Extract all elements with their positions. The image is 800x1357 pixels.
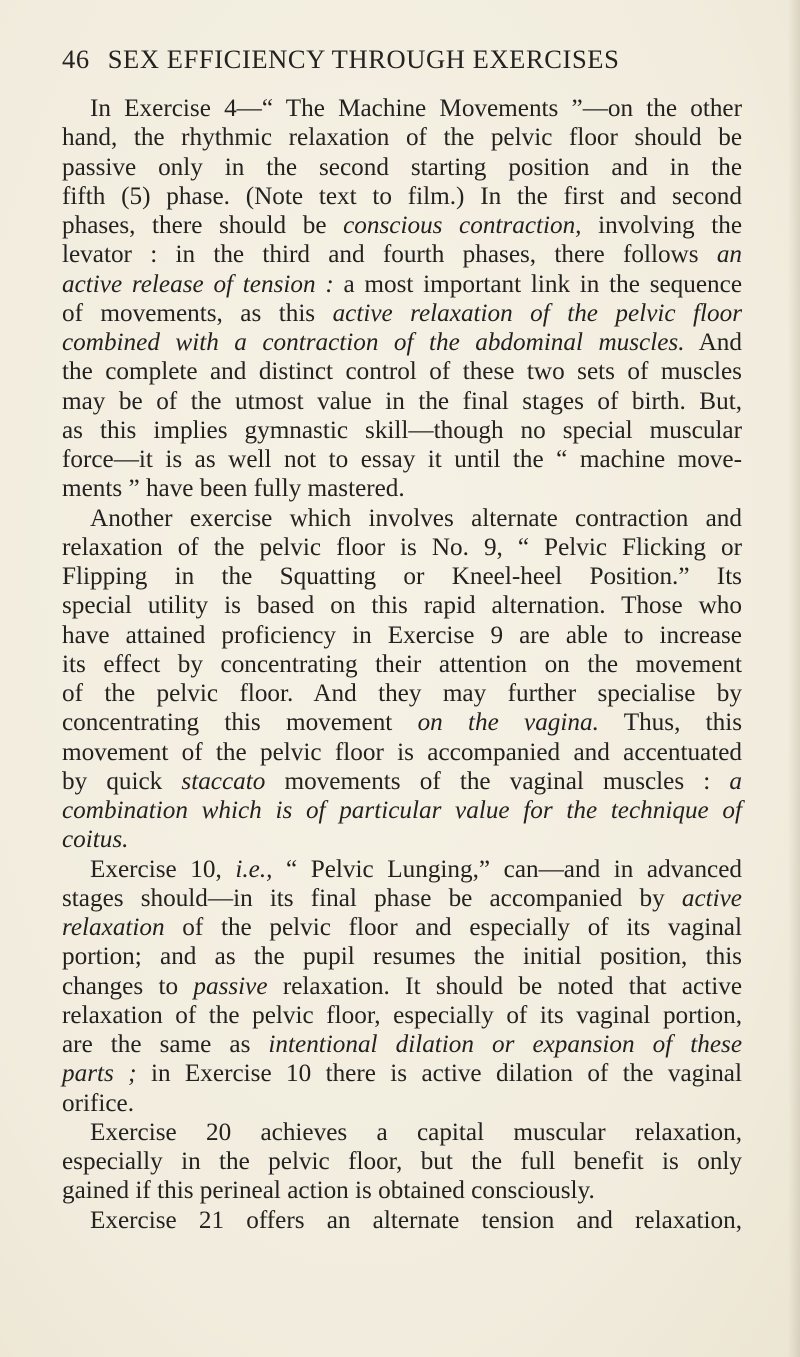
text-line bbox=[62, 474, 742, 503]
text-line bbox=[62, 767, 742, 796]
text-line bbox=[62, 504, 742, 533]
text-segment: Flipping in the Squatting or Kneel-heel Position.” Its bbox=[62, 563, 742, 590]
text-line bbox=[62, 182, 742, 211]
italic-text-segment: staccato bbox=[181, 767, 266, 795]
text-line bbox=[62, 153, 742, 182]
text-line bbox=[62, 650, 742, 679]
italic-text-segment: on the vagina. bbox=[417, 709, 599, 737]
italic-text-segment: passive bbox=[193, 972, 268, 1000]
text-line bbox=[62, 942, 742, 971]
italic-text-segment: combination which is of particular value for the technique of bbox=[62, 797, 742, 824]
running-title: SEX EFFICIENCY THROUGH EXERCISES bbox=[107, 44, 620, 74]
text-segment: Exercise 10, bbox=[90, 855, 236, 883]
text-segment: And bbox=[684, 329, 742, 356]
text-segment: In Exercise 4—“ The Machine Movements ”—on the other bbox=[90, 95, 742, 122]
text-segment: Another exercise which involves alternate contraction and bbox=[90, 504, 742, 532]
text-segment: relaxation of the pelvic floor, especially of its vaginal portion, bbox=[62, 1001, 742, 1029]
text-line bbox=[62, 1176, 742, 1205]
text-line bbox=[62, 533, 742, 562]
text-segment: movements of the vaginal muscles : bbox=[265, 767, 730, 795]
italic-text-segment: a bbox=[729, 767, 742, 795]
italic-text-segment: combined with a contraction of the abdominal muscles. bbox=[62, 329, 685, 356]
text-line bbox=[62, 240, 742, 269]
text-line bbox=[62, 855, 742, 884]
text-segment: hand, the rhythmic relaxation of the pelvic floor should be bbox=[62, 124, 742, 152]
text-segment: fifth (5) phase. (Note text to film.) In the first and second bbox=[62, 182, 742, 210]
text-line bbox=[62, 94, 742, 123]
text-line bbox=[62, 211, 742, 240]
body-text bbox=[62, 94, 742, 1235]
text-segment: force—it is as well not to essay it until the “ machine move- bbox=[62, 446, 742, 473]
text-line bbox=[62, 1147, 742, 1176]
text-segment: may be of the utmost value in the final stages of birth. But, bbox=[62, 387, 742, 415]
text-segment: Exercise 21 offers an alternate tension and relaxation, bbox=[90, 1206, 742, 1234]
text-line bbox=[62, 1206, 742, 1235]
page-number: 46 bbox=[62, 44, 90, 74]
text-segment: gained if this perineal action is obtained consciously. bbox=[62, 1177, 595, 1205]
text-segment: are the same as bbox=[62, 1031, 269, 1058]
italic-text-segment: active bbox=[681, 884, 742, 912]
text-line bbox=[62, 679, 742, 708]
text-segment: in Exercise 10 there is active dilation of the vaginal bbox=[136, 1060, 742, 1088]
text-segment: Exercise 20 achieves a capital muscular relaxation, bbox=[90, 1118, 742, 1146]
italic-text-segment: relaxation bbox=[62, 914, 165, 941]
text-segment: levator : in the third and fourth phases, there follows bbox=[62, 241, 717, 269]
text-line bbox=[62, 1089, 742, 1118]
text-segment: orifice. bbox=[62, 1089, 135, 1117]
text-segment: relaxation. It should be noted that active bbox=[267, 972, 743, 1000]
text-line bbox=[62, 621, 742, 650]
text-segment: of the pelvic floor. And they may further specialise by bbox=[62, 680, 742, 707]
text-line bbox=[62, 357, 742, 386]
text-line bbox=[62, 562, 742, 591]
text-segment: movement of the pelvic floor is accompanied and accentuated bbox=[62, 738, 742, 766]
text-line bbox=[62, 913, 742, 942]
text-line bbox=[62, 825, 742, 854]
text-line bbox=[62, 270, 742, 299]
italic-text-segment: parts ; bbox=[62, 1060, 137, 1088]
text-line bbox=[62, 708, 742, 737]
text-line bbox=[62, 123, 742, 152]
text-segment: passive only in the second starting position and in the bbox=[62, 153, 742, 181]
italic-text-segment: an bbox=[716, 241, 742, 269]
text-line bbox=[62, 796, 742, 825]
text-line bbox=[62, 591, 742, 620]
text-segment: of the pelvic floor and especially of its vaginal bbox=[164, 914, 742, 941]
italic-text-segment: active release of tension : bbox=[62, 270, 334, 298]
italic-text-segment: coitus. bbox=[62, 826, 129, 854]
italic-text-segment: active relaxation of the pelvic floor bbox=[332, 299, 742, 327]
text-line bbox=[62, 416, 742, 445]
text-line bbox=[62, 445, 742, 474]
text-line bbox=[62, 738, 742, 767]
text-line bbox=[62, 387, 742, 416]
text-segment: relaxation of the pelvic floor is No. 9, “ Pelvic Flicking or bbox=[62, 533, 742, 561]
text-segment: phases, there should be bbox=[62, 212, 344, 239]
italic-text-segment: intentional dilation or expansion of these bbox=[268, 1031, 742, 1058]
italic-text-segment: conscious contraction, bbox=[343, 212, 582, 239]
text-segment: a most important link in the sequence bbox=[333, 270, 742, 298]
text-segment: Thus, this bbox=[598, 709, 743, 737]
text-line bbox=[62, 1118, 742, 1147]
text-segment: concentrating this movement bbox=[62, 709, 418, 737]
text-segment: “ Pelvic Lunging,” can—and in advanced bbox=[272, 855, 742, 883]
text-segment: have attained proficiency in Exercise 9 are able to increase bbox=[62, 621, 742, 649]
text-segment: portion; and as the pupil resumes the initial position, this bbox=[62, 943, 742, 971]
text-segment: involving the bbox=[581, 212, 743, 239]
text-segment: ments ” have been fully mastered. bbox=[62, 475, 405, 503]
text-segment: special utility is based on this rapid alternation. Those who bbox=[62, 592, 742, 620]
text-segment: changes to bbox=[62, 972, 194, 1000]
italic-text-segment: i.e., bbox=[235, 855, 273, 883]
running-header bbox=[62, 44, 742, 75]
text-segment: stages should—in its final phase be accompanied by bbox=[62, 884, 682, 912]
text-segment: the complete and distinct control of these two sets of muscles bbox=[62, 358, 742, 386]
text-line bbox=[62, 1001, 742, 1030]
text-line bbox=[62, 1059, 742, 1088]
text-segment: of movements, as this bbox=[62, 299, 333, 327]
text-segment: its effect by concentrating their attention on the movement bbox=[62, 650, 742, 678]
page-edge-shadow bbox=[788, 0, 800, 1357]
text-line bbox=[62, 328, 742, 357]
text-line bbox=[62, 299, 742, 328]
text-segment: especially in the pelvic floor, but the full benefit is only bbox=[62, 1148, 742, 1175]
text-segment: as this implies gymnastic skill—though no special muscular bbox=[62, 416, 742, 444]
text-line bbox=[62, 972, 742, 1001]
text-line bbox=[62, 884, 742, 913]
text-segment: by quick bbox=[62, 767, 182, 795]
text-line bbox=[62, 1030, 742, 1059]
